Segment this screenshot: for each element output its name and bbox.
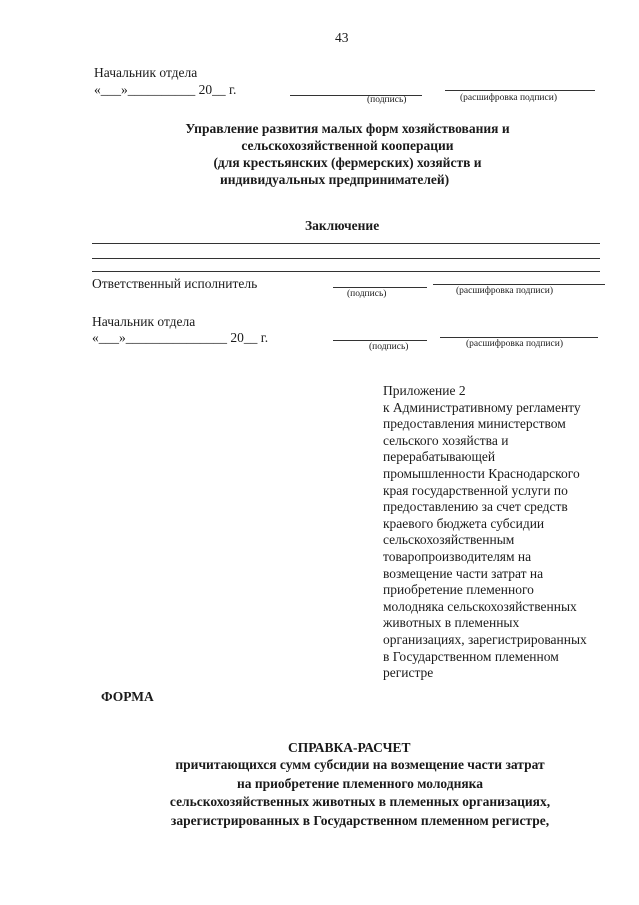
- conclusion-line-3: [92, 271, 600, 272]
- appendix-line: организациях, зарегистрированных: [383, 631, 587, 647]
- decoding-line: [445, 90, 595, 91]
- certificate-subtitle-line: сельскохозяйственных животных в племенных организациях,: [169, 794, 551, 809]
- appendix-line: Приложение 2: [383, 383, 466, 398]
- appendix-line: предоставлению за счет средств: [383, 499, 568, 515]
- responsible-signature-caption: (подпись): [347, 289, 387, 299]
- conclusion-line-2: [92, 258, 600, 259]
- certificate-title: СПРАВКА-РАСЧЕТ: [288, 740, 411, 755]
- page-number: 43: [335, 30, 349, 45]
- department-title-line: индивидуальных предпринимателей): [220, 172, 450, 187]
- appendix-line: в Государственном племенном: [383, 648, 559, 664]
- responsible-decoding-line: [433, 284, 605, 285]
- chief-signature-caption-2: (подпись): [369, 342, 409, 352]
- chief-decoding-caption-2: (расшифровка подписи): [466, 339, 563, 349]
- department-title-line: сельскохозяйственной кооперации: [241, 138, 454, 153]
- appendix-line: приобретение племенного: [383, 582, 534, 598]
- conclusion-line-1: [92, 243, 600, 244]
- certificate-subtitle-line: причитающихся сумм субсидии на возмещение части затрат: [175, 757, 545, 772]
- appendix-line: края государственной услуги по: [383, 482, 568, 498]
- certificate-subtitle-line: на приобретение племенного молодняка: [236, 775, 484, 791]
- responsible-signature-line: [333, 287, 427, 288]
- appendix-line: животных в племенных: [383, 615, 520, 631]
- signature-caption: (подпись): [367, 95, 407, 105]
- certificate-subtitle: [110, 756, 610, 830]
- appendix-line: сельского хозяйства и: [383, 432, 509, 448]
- appendix-line: промышленности Краснодарского: [383, 465, 580, 481]
- appendix-line: предоставления министерством: [383, 416, 566, 432]
- date-line: «___»__________ 20__ г.: [94, 82, 237, 97]
- appendix-line: молодняка сельскохозяйственных: [383, 598, 577, 614]
- appendix-line: сельскохозяйственным: [383, 532, 515, 548]
- chief-decoding-line-2: [440, 337, 598, 338]
- appendix-line: возмещение части затрат на: [383, 565, 544, 581]
- chief-label: Начальник отдела: [94, 65, 198, 80]
- appendix-line: регистре: [383, 665, 434, 681]
- responsible-decoding-caption: (расшифровка подписи): [456, 286, 553, 296]
- conclusion-title: Заключение: [305, 218, 380, 233]
- department-title-line: Управление развития малых форм хозяйствования и: [185, 121, 510, 136]
- responsible-label: Ответственный исполнитель: [92, 276, 258, 291]
- appendix-note: [383, 383, 587, 682]
- certificate-subtitle-line: зарегистрированных в Государственном племенном регистре,: [170, 812, 550, 828]
- appendix-line: краевого бюджета субсидии: [383, 515, 545, 531]
- chief-signature-line-2: [333, 340, 427, 341]
- appendix-line: товаропроизводителям на: [383, 548, 532, 564]
- form-label: ФОРМА: [101, 689, 154, 704]
- appendix-line: к Административному регламенту: [383, 399, 581, 415]
- chief-label-2: Начальник отдела: [92, 314, 196, 329]
- appendix-line: перерабатывающей: [383, 449, 496, 465]
- decoding-caption: (расшифровка подписи): [460, 93, 557, 103]
- department-title: [150, 120, 545, 188]
- department-title-line: (для крестьянских (фермерских) хозяйств и: [213, 155, 482, 170]
- date-line-2: «___»_______________ 20__ г.: [92, 330, 269, 345]
